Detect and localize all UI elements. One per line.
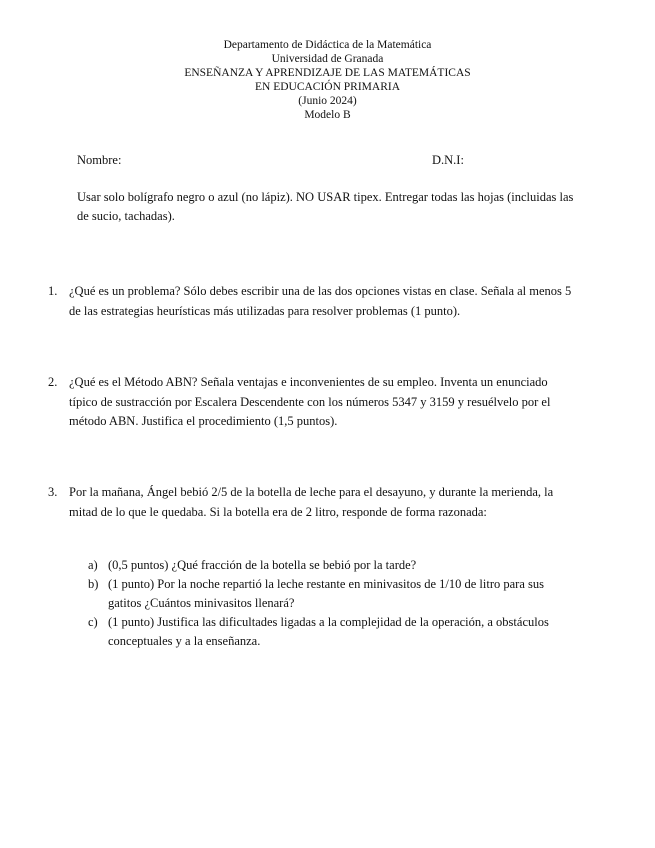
question-3-subitems xyxy=(88,556,578,651)
question-text: ¿Qué es el Método ABN? Señala ventajas e inconvenientes de su empleo. Inventa un enunciado típico de sustracción por Escalera Descendente con los números 5347 y 3159 y resuélvelo por el método ABN. Justifica el procedimiento (1,5 puntos). xyxy=(69,375,551,428)
question-number: 3. xyxy=(48,485,58,499)
exam-instructions: Usar solo bolígrafo negro o azul (no lápiz). NO USAR tipex. Entregar todas las hojas (incluidas las de sucio, tachadas). xyxy=(77,190,574,223)
subitem-letter: c) xyxy=(88,615,98,629)
subitem-b xyxy=(88,575,578,613)
subitem-c xyxy=(88,613,578,651)
name-label: Nombre: xyxy=(77,153,122,167)
exam-header xyxy=(0,38,655,122)
subitem-a xyxy=(88,556,578,575)
question-1 xyxy=(48,282,578,321)
question-text: ¿Qué es un problema? Sólo debes escribir una de las dos opciones vistas en clase. Señala al menos 5 de las estrategias heurísticas más utilizadas para resolver problemas (1 punto). xyxy=(69,284,572,318)
question-text: Por la mañana, Ángel bebió 2/5 de la botella de leche para el desayuno, y durante la merienda, la mitad de lo que le quedaba. Si la botella era de 2 litro, responde de forma razonada: xyxy=(69,485,554,519)
dni-label: D.N.I: xyxy=(432,153,464,167)
subitem-text: (1 punto) Por la noche repartió la leche restante en minivasitos de 1/10 de litro para sus gatitos ¿Cuántos minivasitos llenará? xyxy=(108,577,544,610)
university-line: Universidad de Granada xyxy=(271,53,384,65)
student-info-line xyxy=(77,153,557,168)
subitem-letter: a) xyxy=(88,558,98,572)
exam-date: (Junio 2024) xyxy=(298,95,357,107)
course-title-line1: ENSEÑANZA Y APRENDIZAJE DE LAS MATEMÁTICAS xyxy=(184,67,471,79)
subitem-letter: b) xyxy=(88,577,99,591)
department-line: Departamento de Didáctica de la Matemática xyxy=(223,39,432,51)
question-number: 2. xyxy=(48,375,58,389)
question-3 xyxy=(48,483,578,522)
question-2 xyxy=(48,373,578,432)
subitem-text: (1 punto) Justifica las dificultades ligadas a la complejidad de la operación, a obstáculos conceptuales y a la enseñanza. xyxy=(108,615,549,648)
course-title-line2: EN EDUCACIÓN PRIMARIA xyxy=(254,81,401,93)
question-number: 1. xyxy=(48,284,58,298)
exam-model: Modelo B xyxy=(304,109,351,121)
subitem-text: (0,5 puntos) ¿Qué fracción de la botella se bebió por la tarde? xyxy=(108,558,417,572)
